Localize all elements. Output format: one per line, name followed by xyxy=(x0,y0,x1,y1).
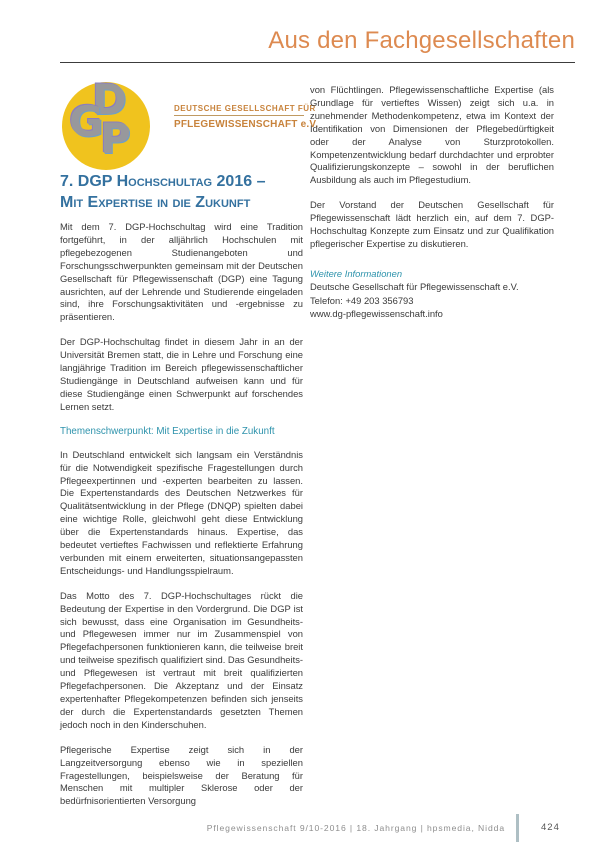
logo-org-divider xyxy=(174,115,304,116)
info-block xyxy=(310,267,554,321)
header-divider xyxy=(60,62,575,63)
section-subheading: Themenschwerpunkt: Mit Expertise in die Zukunft xyxy=(60,425,275,437)
info-phone: Telefon: +49 203 356793 xyxy=(310,294,414,306)
logo-letter-d: D xyxy=(92,75,127,124)
logo-org-line1: DEUTSCHE GESELLSCHAFT FÜR xyxy=(174,104,316,113)
paragraph: Der DGP-Hochschultag findet in diesem Jahr in an der Universität Bremen statt, die in Lehre und Forschung eine langjährige Tradition im Bereich pflegewissenschaftlicher Studiengänge in Deutschland aufweisen kann und für diese Studiengänge einen Schwerpunkt auf forschendes Lernen setzt. xyxy=(60,336,303,412)
dgp-logo xyxy=(60,75,319,172)
paragraph: Mit dem 7. DGP-Hochschultag wird eine Tradition fortgeführt, in der alljährlich Hochschulen mit pflegebezogenen Studienangeboten und Forschungsschwerpunkten gemeinsam mit der Deutschen Gesellschaft für Pflegewissenschaft (DGP) eine Tagung ausrichten, auf der Lehrende und Studierende eingeladen sind, ihre Forschungsaktivitäten und -ergebnisse zu präsentieren. xyxy=(60,221,303,323)
info-label: Weitere Informationen xyxy=(310,267,403,279)
right-column xyxy=(310,84,554,321)
logo-org-line2: PFLEGEWISSENSCHAFT e.V. xyxy=(174,119,319,130)
info-org: Deutsche Gesellschaft für Pflegewissenschaft e.V. xyxy=(310,281,519,293)
article-title xyxy=(60,171,320,213)
paragraph: In Deutschland entwickelt sich langsam ein Verständnis für die Notwendigkeit spezifische Fragestellungen durch Pflegeexpertinnen und -experten bearbeiten zu lassen. Die Expertenstandards des Deutschen Netzwerkes für Qualitätsentwicklung in der Pflege (DNQP) spielten dabei eine wichtige Rolle, gleichwohl geht diese Entwicklung über die Expertenstandards hinaus. Expertise, das bedeutet vertieftes Fachwissen und reflektierte Erfahrung verbunden mit einem erweiterten, situationsangepassten Entscheidungs- und Handlungsspielraum. xyxy=(60,448,303,576)
paragraph: Pflegerische Expertise zeigt sich in der Langzeitversorgung ebenso wie in speziellen Fragestellungen, beispielsweise der Beratung für Menschen mit multipler Sklerose oder der bedürfnisorientierten Versorgung xyxy=(60,743,303,807)
section-title: Aus den Fachgesellschaften xyxy=(268,27,575,54)
logo-letter-g: G xyxy=(69,97,104,146)
paragraph: Der Vorstand der Deutschen Gesellschaft für Pflegewissenschaft lädt herzlich ein, auf dem 7. DGP-Hochschultag Konzepte zum Einsatz und zur Qualifikation pflegerischer Expertise zu diskutieren. xyxy=(310,199,554,249)
info-website: www.dg-pflegewissenschaft.info xyxy=(310,308,443,320)
logo-org-name xyxy=(174,104,318,130)
left-column xyxy=(60,221,303,820)
footer-journal-line: Pflegewissenschaft 9/10-2016 | 18. Jahrgang | hpsmedia, Nidda xyxy=(206,823,505,833)
paragraph: Das Motto des 7. DGP-Hochschultages rückt die Bedeutung der Expertise in den Vordergrund. Die DGP ist sich bewusst, dass eine Organisation im Gesundheits- und Pflegewesen immer nur im Zusammenspiel von Pflegefachpersonen funktionieren kann, die teilweise breit und teilweise spezifisch qualifiziert sind. Das Gesundheits- und Pflegewesen ist vertraut mit breit qualifizierten Pflegefachpersonen. Die Akzeptanz und der Einsatz expertenhafter Pflegekompetenzen befinden sich jenseits der durch die Expertenstandards gesetzten Themen jedoch noch in den Kinderschuhen. xyxy=(60,589,303,730)
logo-letter-p: P xyxy=(100,114,131,163)
footer-page-number: 424 xyxy=(541,822,560,833)
article-title-line1: 7. DGP Hochschultag 2016 – xyxy=(60,173,266,190)
footer-divider xyxy=(516,814,519,842)
paragraph: von Flüchtlingen. Pflegewissenschaftliche Expertise (als Grundlage für vertieftes Wissen) zeigt sich u.a. in zunehmender Methodenkompetenz, etwa im Kontext der Identifikation von Dimensionen der Pflegebedürftigkeit oder der Analyse von Sturzprotokollen. Kompetenzentwicklung bedarf durchdachter und erprobter Qualifizierungskonzepte – sowohl in der beruflichen Ausbildung als auch im Pflegestudium. xyxy=(310,84,554,186)
article-title-line2: Mit Expertise in die Zukunft xyxy=(60,194,251,211)
dgp-logo-circle-icon xyxy=(62,75,150,170)
